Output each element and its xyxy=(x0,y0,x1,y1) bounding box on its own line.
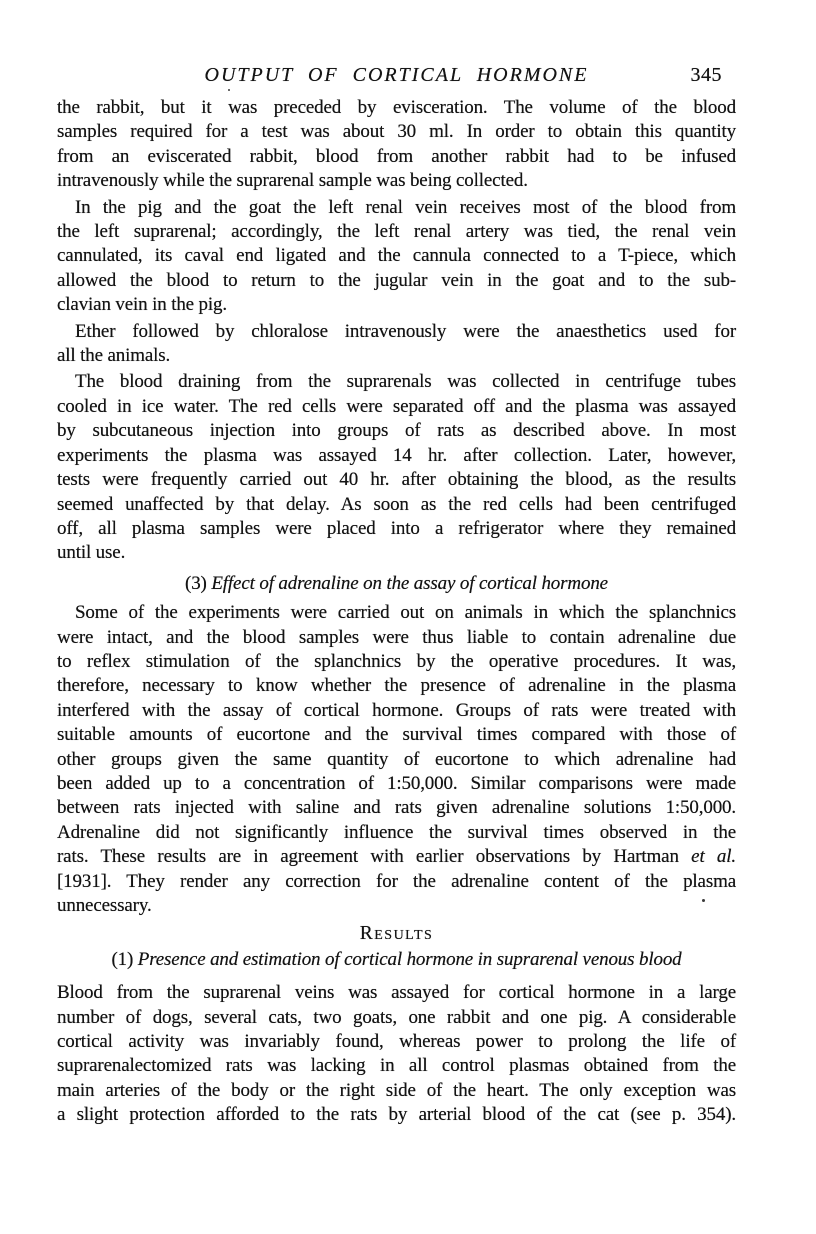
text-run: cooled in ice water. The red cells were separated off and the plasma was assayed xyxy=(57,395,736,417)
text-line xyxy=(57,1054,736,1078)
text-run: Results xyxy=(359,923,434,945)
text-line xyxy=(57,981,736,1005)
text-run: suitable amounts of eucortone and the survival times compared with those of xyxy=(57,724,736,746)
text-line xyxy=(57,748,736,772)
italic-text-run: Presence and estimation of cortical hormone in suprarenal venous blood xyxy=(137,948,682,970)
running-head xyxy=(57,63,736,87)
paragraph xyxy=(57,196,736,318)
text-run: The blood draining from the suprarenals was collected in centrifuge tubes xyxy=(75,371,736,393)
text-run: main arteries of the body or the right side of the heart. The only exception was xyxy=(57,1079,736,1101)
italic-text-run: et al. xyxy=(691,846,737,868)
text-line xyxy=(57,541,736,565)
text-line xyxy=(57,650,736,674)
text-run: rats. These results are in agreement with earlier observations by Hartman xyxy=(57,846,692,868)
text-line xyxy=(57,870,736,894)
page-body xyxy=(57,96,736,1128)
text-run: (1) xyxy=(111,948,138,970)
page-number: 345 xyxy=(690,64,722,86)
text-line xyxy=(57,370,736,394)
text-run: been added up to a concentration of 1:50,000. Similar comparisons were made xyxy=(57,772,736,794)
text-line xyxy=(57,845,736,869)
text-run: samples required for a test was about 30 ml. In order to obtain this quantity xyxy=(57,121,736,143)
text-line xyxy=(57,169,736,193)
text-run: between rats injected with saline and rats given adrenaline solutions 1:50,000. xyxy=(57,797,736,819)
paragraph xyxy=(57,370,736,565)
text-run: by subcutaneous injection into groups of rats as described above. In most xyxy=(57,420,736,442)
paragraph xyxy=(57,96,736,194)
text-line xyxy=(57,444,736,468)
text-run: Some of the experiments were carried out on animals in which the splanchnics xyxy=(75,602,736,624)
text-line xyxy=(57,468,736,492)
text-line xyxy=(57,220,736,244)
text-line xyxy=(57,821,736,845)
section-heading xyxy=(57,948,736,972)
text-line xyxy=(57,723,736,747)
text-run: Adrenaline did not significantly influence the survival times observed in the xyxy=(57,821,736,843)
text-run: In the pig and the goat the left renal vein receives most of the blood from xyxy=(75,196,736,218)
text-run: tests were frequently carried out 40 hr. after obtaining the blood, as the results xyxy=(57,469,736,491)
text-run: interfered with the assay of cortical hormone. Groups of rats were treated with xyxy=(57,699,736,721)
text-run: to reflex stimulation of the splanchnics by the operative procedures. It was, xyxy=(57,650,736,672)
text-line xyxy=(57,320,736,344)
text-run: unnecessary. xyxy=(57,895,152,916)
text-line xyxy=(57,120,736,144)
text-line xyxy=(57,96,736,120)
text-line xyxy=(57,699,736,723)
text-line xyxy=(57,196,736,220)
results-heading xyxy=(57,922,736,946)
text-line xyxy=(57,1103,736,1127)
text-run: cortical activity was invariably found, whereas power to prolong the life of xyxy=(57,1031,736,1053)
section-heading xyxy=(57,572,736,596)
paragraph xyxy=(57,601,736,918)
text-run: Ether followed by chloralose intravenously were the anaesthetics used for xyxy=(75,320,736,342)
paragraph xyxy=(57,981,736,1127)
text-line xyxy=(57,948,736,972)
text-line xyxy=(57,772,736,796)
text-line xyxy=(57,395,736,419)
text-run: the left suprarenal; accordingly, the left renal artery was tied, the renal vein xyxy=(57,221,736,243)
text-run: cannulated, its caval end ligated and the cannula connected to a T-piece, which xyxy=(57,245,736,267)
text-run: a slight protection afforded to the rats by arterial blood of the cat (see p. 354). xyxy=(57,1104,736,1126)
text-line xyxy=(57,419,736,443)
text-run: all the animals. xyxy=(57,345,171,367)
text-line xyxy=(57,1079,736,1103)
text-run: seemed unaffected by that delay. As soon as the red cells had been centrifuged xyxy=(57,493,736,515)
text-line xyxy=(57,244,736,268)
text-run: allowed the blood to return to the jugular vein in the goat and to the sub- xyxy=(57,269,736,291)
text-line xyxy=(57,1030,736,1054)
text-run: Blood from the suprarenal veins was assayed for cortical hormone in a large xyxy=(57,982,736,1004)
text-run: [1931]. They render any correction for the adrenaline content of the plasma xyxy=(57,870,736,892)
text-run: until use. xyxy=(57,542,126,564)
text-run: off, all plasma samples were placed into a refrigerator where they remained xyxy=(57,517,736,539)
text-run: were intact, and the blood samples were thus liable to contain adrenaline due xyxy=(57,626,736,648)
text-line xyxy=(57,269,736,293)
text-line xyxy=(57,493,736,517)
text-line xyxy=(57,894,736,918)
text-line xyxy=(57,626,736,650)
text-run: experiments the plasma was assayed 14 hr. after collection. Later, however, xyxy=(57,444,736,466)
text-line xyxy=(57,1006,736,1030)
text-run: number of dogs, several cats, two goats, one rabbit and one pig. A considerable xyxy=(57,1006,736,1028)
text-run: (3) xyxy=(185,572,212,594)
text-line xyxy=(57,922,736,946)
paragraph xyxy=(57,320,736,369)
text-line xyxy=(57,674,736,698)
text-line xyxy=(57,293,736,317)
text-run: suprarenalectomized rats was lacking in all control plasmas obtained from the xyxy=(57,1055,736,1077)
text-line xyxy=(57,572,736,596)
text-run: other groups given the same quantity of eucortone to which adrenaline had xyxy=(57,748,736,770)
text-line xyxy=(57,796,736,820)
text-line xyxy=(57,145,736,169)
text-run: the rabbit, but it was preceded by evisceration. The volume of the blood xyxy=(57,97,736,118)
text-run: from an eviscerated rabbit, blood from another rabbit had to be infused xyxy=(57,145,736,167)
text-run: clavian vein in the pig. xyxy=(57,294,227,316)
text-run: intravenously while the suprarenal sample was being collected. xyxy=(57,170,528,192)
text-run: therefore, necessary to know whether the presence of adrenaline in the plasma xyxy=(57,675,736,697)
text-line xyxy=(57,344,736,368)
italic-text-run: Effect of adrenaline on the assay of cortical hormone xyxy=(211,572,608,594)
ink-speck-right-margin xyxy=(702,899,705,902)
running-head-title: OUTPUT OF CORTICAL HORMONE xyxy=(204,64,589,86)
text-line xyxy=(57,601,736,625)
ink-speck-under-running-head-u xyxy=(228,89,230,91)
text-line xyxy=(57,517,736,541)
